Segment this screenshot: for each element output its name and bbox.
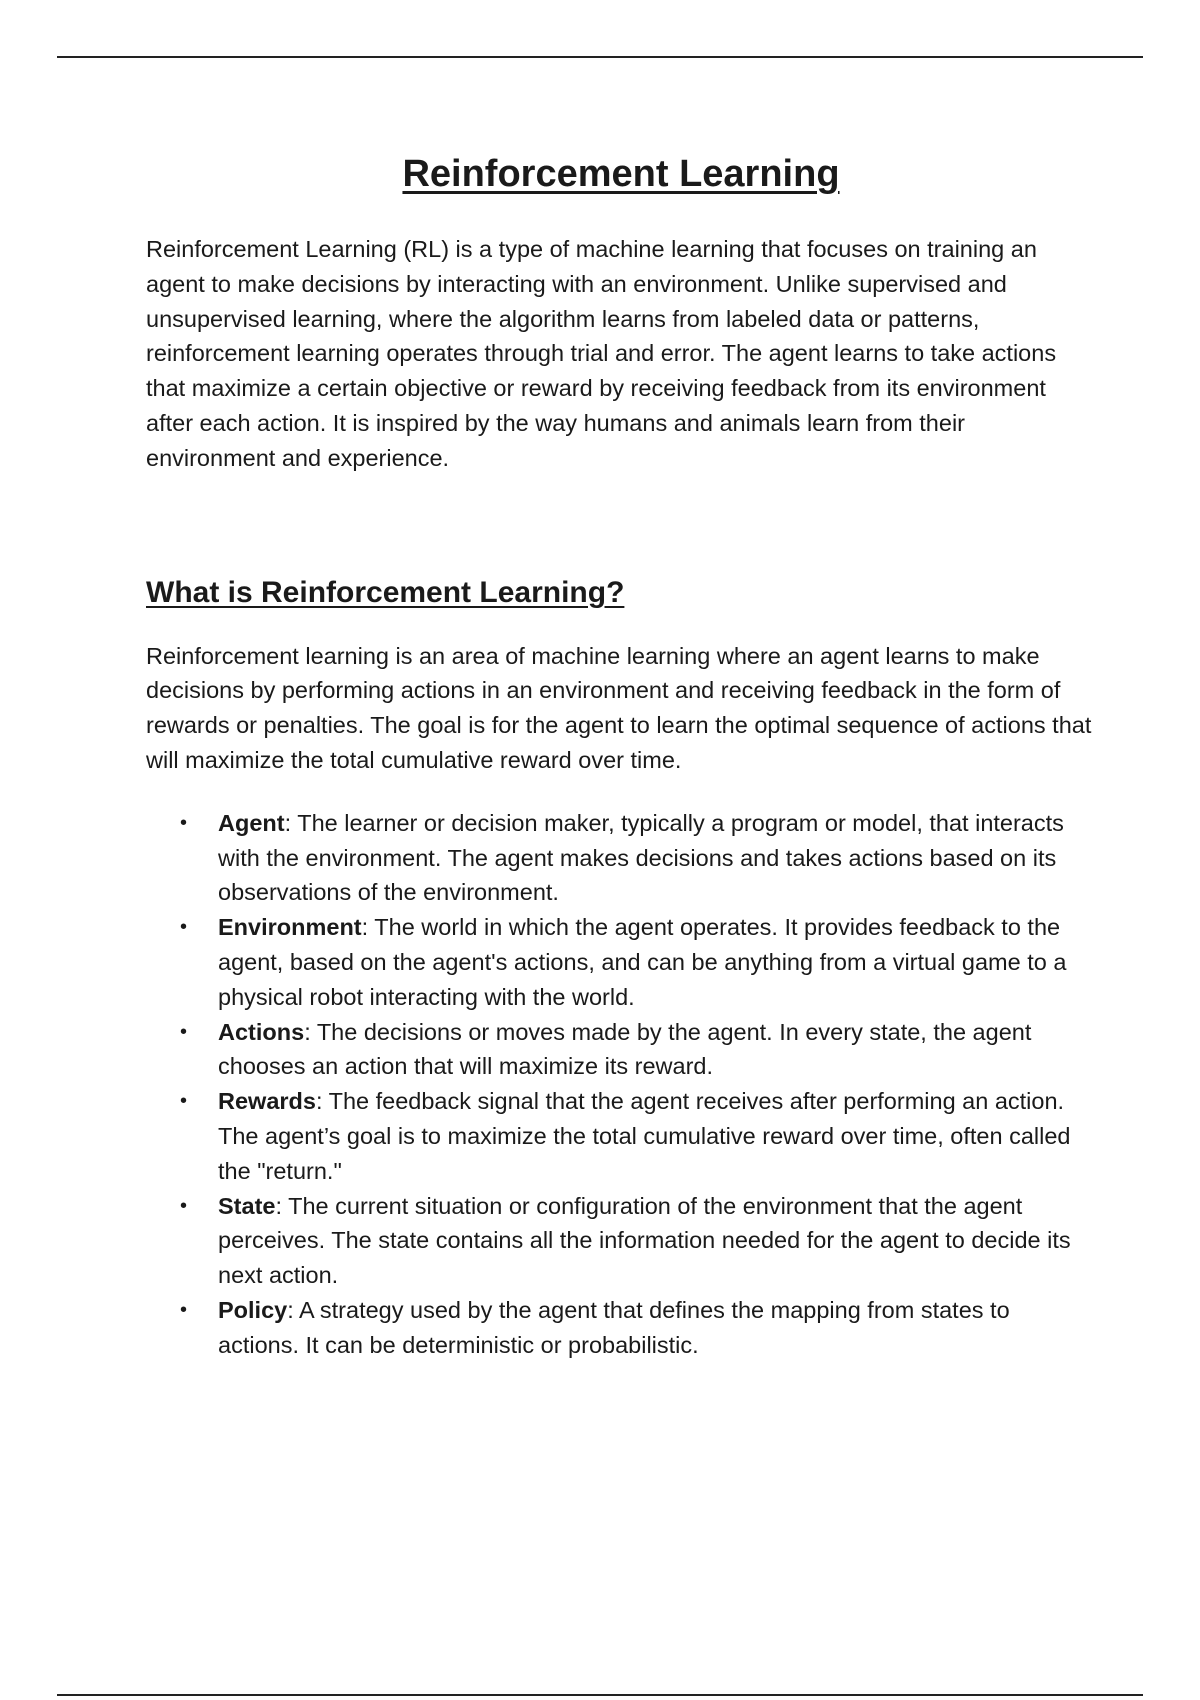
- list-item-environment: [146, 910, 1096, 1014]
- list-item-actions: [146, 1015, 1096, 1085]
- term-name: Agent: [218, 809, 285, 836]
- header-rule: [57, 56, 1143, 58]
- section-heading: What is Reinforcement Learning?: [146, 575, 625, 609]
- bullet-icon: •: [180, 1090, 188, 1113]
- intro-paragraph: Reinforcement Learning (RL) is a type of machine learning that focuses on training an agent to make decisions by interacting with an environment. Unlike supervised and unsupervised learning, where the algorithm learns from labeled data or patterns, reinforcement learning operates through trial and error. The agent learns to take actions that maximize a certain objective or reward by receiving feedback from its environment after each action. It is inspired by the way humans and animals learn from their environment and experience.: [146, 236, 1057, 471]
- bullet-icon: •: [180, 1298, 188, 1321]
- bullet-icon: •: [180, 1020, 188, 1043]
- page-title: Reinforcement Learning: [402, 153, 840, 195]
- term-name: Environment: [218, 914, 362, 941]
- term-definition: : A strategy used by the agent that defines the mapping from states to actions. It can be deterministic or probabilistic.: [218, 1296, 1010, 1358]
- term-definition: : The current situation or configuration of the environment that the agent perceives. The state contains all the information needed for the agent to decide its next action.: [218, 1192, 1071, 1289]
- footer-rule: [57, 1694, 1143, 1696]
- document-body: [146, 148, 1096, 1363]
- term-definition: : The learner or decision maker, typically a program or model, that interacts with the environment. The agent makes decisions and takes actions based on its observations of the environment.: [218, 809, 1064, 906]
- list-item-rewards: [146, 1084, 1096, 1188]
- term-definition: : The world in which the agent operates. It provides feedback to the agent, based on the agent's actions, and can be anything from a virtual game to a physical robot interacting with the world.: [218, 914, 1067, 1010]
- term-name: Actions: [218, 1018, 305, 1045]
- list-item-agent: [146, 806, 1096, 910]
- bullet-icon: •: [180, 916, 188, 939]
- bullet-icon: •: [180, 811, 188, 834]
- term-definition: : The decisions or moves made by the agent. In every state, the agent chooses an action that will maximize its reward.: [218, 1018, 1032, 1080]
- term-name: State: [218, 1192, 276, 1219]
- term-name: Rewards: [218, 1088, 316, 1115]
- list-item-state: [146, 1189, 1096, 1293]
- key-terms-list: [146, 806, 1096, 1363]
- bullet-icon: •: [180, 1194, 188, 1217]
- list-item-policy: [146, 1293, 1096, 1363]
- section-paragraph: Reinforcement learning is an area of machine learning where an agent learns to make decisions by performing actions in an environment and receiving feedback in the form of rewards or penalties. The goal is for the agent to learn the optimal sequence of actions that will maximize the total cumulative reward over time.: [146, 642, 1092, 773]
- term-definition: : The feedback signal that the agent receives after performing an action. The agent’s goal is to maximize the total cumulative reward over time, often called the "return.": [218, 1088, 1071, 1184]
- term-name: Policy: [218, 1296, 288, 1323]
